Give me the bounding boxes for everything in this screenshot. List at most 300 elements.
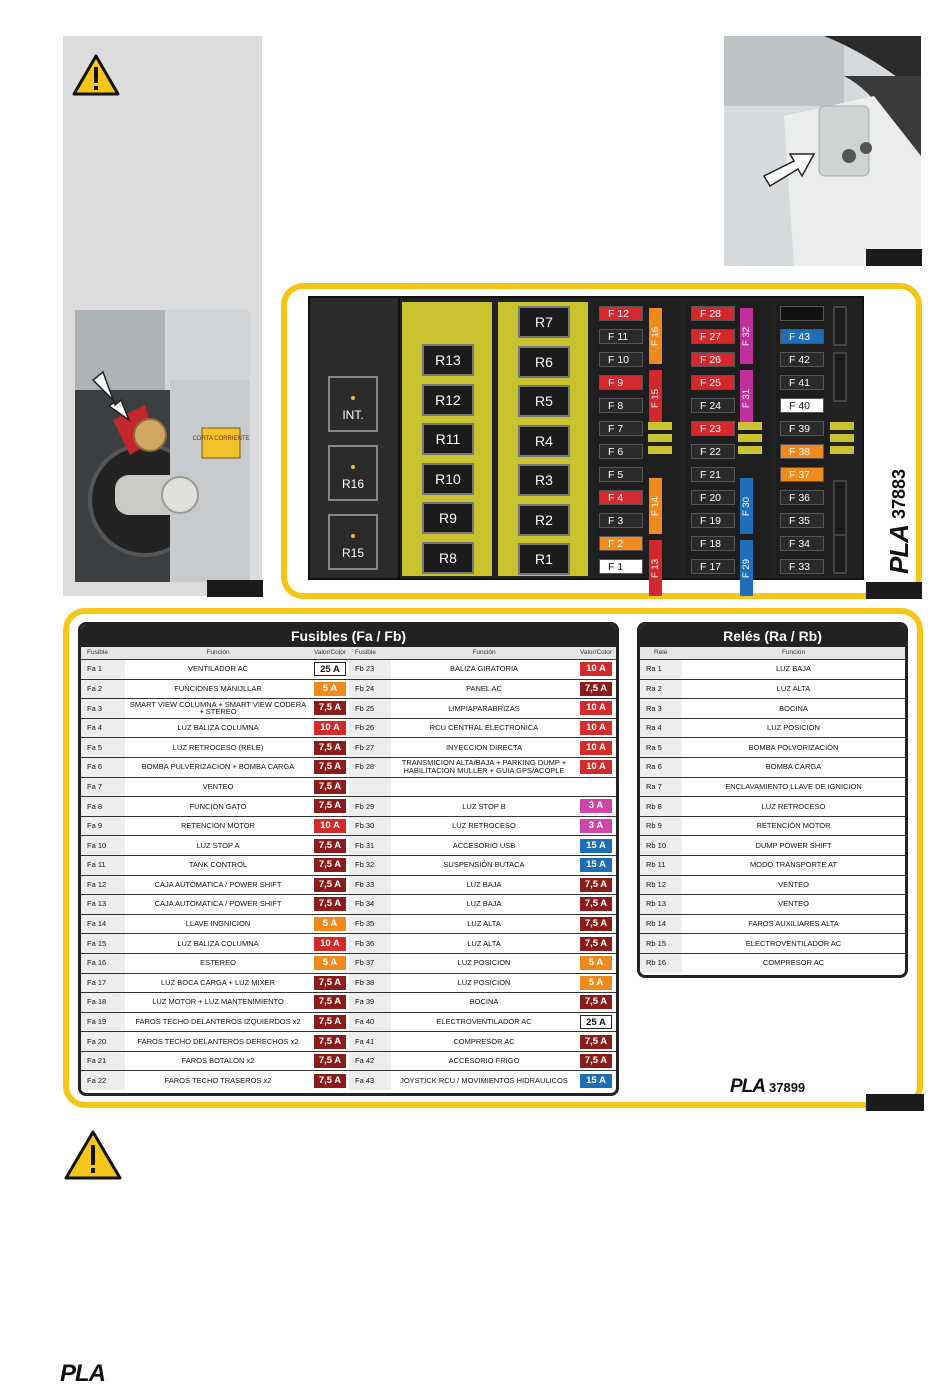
value-badge: 5 A: [314, 917, 346, 931]
fuse-id: Fa 21: [81, 1052, 125, 1071]
fuse-value: [311, 680, 349, 699]
fuse-function: SMART VIEW COLUMNA + SMART VIEW CODERA + STEREO: [129, 699, 307, 717]
fuse-slot: [830, 422, 854, 430]
table-row: [81, 933, 616, 953]
relay-r16: R16: [328, 445, 378, 501]
value-badge: 7,5 A: [314, 1074, 346, 1088]
value-badge: 10 A: [580, 662, 612, 676]
fuse-id: Fb 27: [349, 738, 391, 757]
fuse-function: LUZ BALIZA COLUMNA: [177, 723, 259, 733]
table-row: [81, 992, 616, 1012]
value-badge: 7,5 A: [580, 682, 612, 696]
relay-function: MODO TRANSPORTE AT: [749, 860, 838, 870]
caption-bar: [866, 1094, 924, 1111]
relay-r1: R1: [518, 543, 570, 575]
relay-id: Ra 6: [640, 758, 682, 777]
value-badge: 7,5 A: [314, 1035, 346, 1049]
value-badge: 7,5 A: [580, 995, 612, 1009]
part-number: 37883: [888, 468, 909, 519]
fuse-id: Fa 10: [81, 836, 125, 855]
table-row: [640, 816, 905, 836]
table-row: [81, 737, 616, 757]
fuse-value: [577, 699, 615, 718]
table-row: [640, 777, 905, 797]
table-row: [640, 679, 905, 699]
fuse-slot: [648, 434, 672, 442]
fuse-f23: F 23: [691, 421, 735, 436]
value-badge: 5 A: [314, 682, 346, 696]
fuse-value: [311, 895, 349, 914]
fuse-function: LUZ BALIZA COLUMNA: [177, 938, 259, 948]
fuse-f8: F 8: [599, 398, 643, 413]
table-row: [81, 953, 616, 973]
relay-id: Ra 5: [640, 738, 682, 757]
value-badge: 7,5 A: [314, 780, 346, 794]
table-row: [81, 757, 616, 777]
fuse-f7: F 7: [599, 421, 643, 436]
value-badge: 3 A: [580, 819, 612, 833]
value-badge: 5 A: [314, 956, 346, 970]
fuse-id: Fa 9: [81, 817, 125, 836]
fuse-value: [577, 660, 615, 679]
fuse-slot: [833, 480, 847, 540]
table-row: [640, 894, 905, 914]
fuse-value: [577, 738, 615, 757]
table-row: [81, 894, 616, 914]
fuse-function: FUNCION GATO: [189, 801, 247, 811]
fuse-slot: [738, 422, 762, 430]
fuse-id: Fb 38: [349, 974, 391, 993]
fuse-id: Fa 39: [349, 993, 391, 1012]
value-badge: 7,5 A: [580, 897, 612, 911]
col-funcion: Función: [781, 649, 806, 656]
fuse-f12: F 12: [599, 306, 643, 321]
part-number: 37899: [769, 1079, 806, 1095]
fuse-function: INYECCION DIRECTA: [445, 742, 523, 752]
fuse-slot: [738, 446, 762, 454]
fuse-id: Fa 40: [349, 1013, 391, 1032]
table-row: [81, 875, 616, 895]
value-badge: 10 A: [580, 701, 612, 715]
fuse-function: RETENCION MOTOR: [180, 821, 256, 831]
fuse-value: [311, 797, 349, 816]
table-row: [81, 855, 616, 875]
table-row: [81, 777, 616, 797]
fuse-f29: [740, 540, 753, 596]
fuse-function: LUZ BOCA CARGA + LUZ MIXER: [161, 977, 275, 987]
fuse-function: FAROS BOTALON x2: [181, 1056, 255, 1066]
fuse-value: [577, 1032, 615, 1051]
table-row: [81, 816, 616, 836]
relay-r2: R2: [518, 504, 570, 536]
fuse-label: F 30: [741, 496, 753, 516]
fuse-function: BOCINA: [469, 997, 499, 1007]
table-row: [81, 1051, 616, 1071]
relay-function: DUMP POWER SHIFT: [755, 840, 832, 850]
fuse-f18: F 18: [691, 536, 735, 551]
fuse-value: [311, 1013, 349, 1032]
relay-r10: R10: [422, 463, 474, 495]
relay-id: Rb 8: [640, 797, 682, 816]
fuse-function: FAROS TECHO TRASEROS x2: [164, 1075, 272, 1085]
fuse-f15: [649, 370, 662, 426]
fuse-value: [577, 993, 615, 1012]
fuse-f42: F 42: [780, 352, 824, 367]
value-badge: 7,5 A: [314, 799, 346, 813]
fuse-value: [311, 719, 349, 738]
relay-id: Rb 14: [640, 915, 682, 934]
fuse-function: CAJA AUTOMATICA / POWER SHIFT: [154, 899, 282, 909]
fuse-value: [577, 1052, 615, 1071]
fuse-function: LUZ ALTA: [467, 919, 501, 929]
fuse-value: [311, 1071, 349, 1090]
fuse-value: [311, 778, 349, 797]
fuse-id: Fa 18: [81, 993, 125, 1012]
relay-function: ELECTROVENTILADOR AC: [745, 938, 842, 948]
fuse-value: [311, 934, 349, 953]
value-badge: 5 A: [580, 976, 612, 990]
value-badge: 3 A: [580, 799, 612, 813]
caption-bar: [866, 582, 922, 599]
fuse-f2: F 2: [599, 536, 643, 551]
battery-cutoff-photo: [75, 310, 250, 582]
fuse-id: Fa 19: [81, 1013, 125, 1032]
fuse-value: [577, 797, 615, 816]
value-badge: 10 A: [314, 721, 346, 735]
table-row: [640, 855, 905, 875]
table-row: [640, 914, 905, 934]
fuse-value: [577, 719, 615, 738]
fuse-value: [577, 758, 615, 777]
relay-function: VENTEO: [778, 899, 809, 909]
fuse-value: [577, 856, 615, 875]
fuse-f31: [740, 370, 753, 426]
relay-function: RETENCIÓN MOTOR: [756, 821, 831, 831]
value-badge: 15 A: [580, 839, 612, 853]
fuse-function: ELECTROVENTILADOR AC: [436, 1017, 532, 1027]
relay-function: LUZ ALTA: [776, 683, 811, 693]
fuse-f4: F 4: [599, 490, 643, 505]
fuse-function: LUZ RETROCESO (RELE): [172, 742, 264, 752]
fuse-f10: F 10: [599, 352, 643, 367]
fuse-f19: F 19: [691, 513, 735, 528]
fuse-id: Fb 25: [349, 699, 391, 718]
value-badge: 7,5 A: [314, 858, 346, 872]
fuse-function: FAROS TECHO DELANTEROS DERECHOS x2: [137, 1036, 299, 1046]
fusibles-header-row: [81, 647, 616, 659]
fuse-value: [311, 1032, 349, 1051]
value-badge: 7,5 A: [314, 878, 346, 892]
fuse-f17: F 17: [691, 559, 735, 574]
fuse-function: ESTEREO: [200, 958, 236, 968]
fuse-label: F 14: [650, 496, 662, 516]
brand-logo: PLA: [730, 1076, 765, 1097]
fuse-id: Fa 3: [81, 699, 125, 718]
table-row: [640, 737, 905, 757]
fuse-value: [311, 1052, 349, 1071]
fuse-id: Fa 13: [81, 895, 125, 914]
value-badge: 10 A: [314, 819, 346, 833]
fuse-id: Fa 4: [81, 719, 125, 738]
fuse-function: LLAVE INGNICION: [185, 919, 251, 929]
relay-id: Ra 7: [640, 778, 682, 797]
col-funcion: Función: [206, 649, 230, 656]
col-valor: Valor/Color: [579, 649, 613, 656]
fuse-id: Fa 43: [349, 1071, 391, 1090]
relay-r11: R11: [422, 423, 474, 455]
table-row: [640, 875, 905, 895]
fuse-f28: F 28: [691, 306, 735, 321]
fuse-id: Fa 42: [349, 1052, 391, 1071]
fuse-label: F 15: [650, 388, 662, 408]
fuse-id: Fa 1: [81, 660, 125, 679]
fuse-f27: F 27: [691, 329, 735, 344]
value-badge: 25 A: [314, 662, 346, 676]
table-row: [640, 698, 905, 718]
fuse-f33: F 33: [780, 559, 824, 574]
fuse-value: [311, 876, 349, 895]
fuse-function: VENTEO: [202, 781, 234, 791]
relay-r6: R6: [518, 346, 570, 378]
col-fusible: Fusible: [355, 649, 376, 656]
fuse-function: VENTILADOR AC: [187, 664, 248, 674]
fuse-value: [311, 817, 349, 836]
fuse-f3: F 3: [599, 513, 643, 528]
fuse-id: [349, 778, 391, 797]
fuse-function: LUZ POSICION: [457, 977, 511, 987]
relay-r9: R9: [422, 502, 474, 534]
table-row: [640, 757, 905, 777]
value-badge: 7,5 A: [580, 1035, 612, 1049]
fuse-id: Fb 24: [349, 680, 391, 699]
fuse-value: [577, 934, 615, 953]
table-row: [81, 718, 616, 738]
fuse-f1: F 1: [599, 559, 643, 574]
relay-function: LUZ BAJA: [775, 664, 811, 674]
relay-r12: R12: [422, 384, 474, 416]
value-badge: 25 A: [580, 1015, 612, 1029]
fuse-slot: [830, 446, 854, 454]
fuse-function: LUZ MOTOR + LUZ MANTENIMIENTO: [152, 997, 284, 1007]
relay-function: LUZ POSICION: [767, 723, 820, 733]
fuse-f11: F 11: [599, 329, 643, 344]
table-row: [81, 835, 616, 855]
relay-r5: R5: [518, 385, 570, 417]
relay-id: Ra 2: [640, 680, 682, 699]
table-row: [81, 796, 616, 816]
value-badge: 5 A: [580, 956, 612, 970]
relay-id: Ra 3: [640, 699, 682, 718]
fuse-id: Fa 8: [81, 797, 125, 816]
fuse-function: FUNCIONES MANIJLLAR: [174, 683, 262, 693]
fuse-id: Fb 29: [349, 797, 391, 816]
fuse-label: F 31: [741, 388, 753, 408]
value-badge: 7,5 A: [580, 937, 612, 951]
relay-r13: R13: [422, 344, 474, 376]
table-row: [640, 953, 905, 973]
fuse-id: Fa 20: [81, 1032, 125, 1051]
fuse-function: LUZ BAJA: [466, 879, 502, 889]
fuse-function: LUZ STOP A: [196, 840, 240, 850]
value-badge: 7,5 A: [314, 741, 346, 755]
caption-bar: [866, 249, 922, 266]
fuse-id: Fb 32: [349, 856, 391, 875]
value-badge: 10 A: [580, 741, 612, 755]
value-badge: 7,5 A: [314, 701, 346, 715]
fuse-value: [311, 974, 349, 993]
fuse-f43: F 43: [780, 329, 824, 344]
fuse-slot: [648, 422, 672, 430]
reles-table: [637, 622, 908, 978]
fuse-value: [577, 974, 615, 993]
relay-id: Rb 9: [640, 817, 682, 836]
fuse-f41: F 41: [780, 375, 824, 390]
value-badge: 10 A: [580, 760, 612, 774]
fuse-f24: F 24: [691, 398, 735, 413]
relay-r4: R4: [518, 425, 570, 457]
fuse-f34: F 34: [780, 536, 824, 551]
relay-function: FAROS AUXILIARES ALTA: [748, 919, 839, 929]
relay-function: COMPRESOR AC: [762, 958, 825, 968]
fuse-id: Fa 14: [81, 915, 125, 934]
relay-function: ENCLAVAMIENTO LLAVE DE IGNICION: [725, 781, 862, 791]
fuse-f32: [740, 308, 753, 364]
relay-r15: R15: [328, 514, 378, 570]
table-row: [81, 1031, 616, 1051]
value-badge: 7,5 A: [580, 1054, 612, 1068]
fuse-label: F 29: [741, 558, 753, 578]
col-valor: Valor/Color: [313, 649, 347, 656]
fuse-function: LUZ RETROCESO: [452, 821, 516, 831]
fuse-id: Fb 34: [349, 895, 391, 914]
fuse-f36: F 36: [780, 490, 824, 505]
fuse-id: Fa 5: [81, 738, 125, 757]
fuse-value: [311, 954, 349, 973]
fuse-function: LUZ ALTA: [467, 938, 501, 948]
fuse-f22: F 22: [691, 444, 735, 459]
table-row: [81, 679, 616, 699]
fuse-value: [577, 915, 615, 934]
fuse-function: BOMBA PULVERIZACION + BOMBA CARGA: [141, 762, 295, 772]
fuse-label: F 13: [650, 558, 662, 578]
caption-bar: [207, 580, 263, 597]
fuse-function: [391, 778, 577, 797]
tables-label: [730, 1078, 830, 1096]
fuse-function: LUZ STOP B: [462, 801, 506, 811]
relay-function: BOMBA POLVORIZACIÓN: [748, 742, 839, 752]
fuse-slot: [833, 306, 847, 346]
fuse-function: COMPRESOR AC: [453, 1036, 515, 1046]
fuse-label: F 16: [650, 326, 662, 346]
fuse-f37: F 37: [780, 467, 824, 482]
fuse-id: Fa 11: [81, 856, 125, 875]
fuse-value: [311, 836, 349, 855]
relay-r7: R7: [518, 306, 570, 338]
fuse-f5: F 5: [599, 467, 643, 482]
relay-id: Ra 4: [640, 719, 682, 738]
value-badge: 7,5 A: [314, 1054, 346, 1068]
reles-title: Relés (Ra / Rb): [640, 625, 905, 647]
fuse-id: Fb 36: [349, 934, 391, 953]
fuse-id: Fa 16: [81, 954, 125, 973]
fusibles-title: Fusibles (Fa / Fb): [81, 625, 616, 647]
fuse-value: [577, 876, 615, 895]
warning-icon: [72, 54, 120, 96]
fuse-f16: [649, 308, 662, 364]
fuse-value: [311, 758, 349, 777]
fuse-id: Fb 23: [349, 660, 391, 679]
relay-int: INT.: [328, 376, 378, 432]
fuse-value: [577, 817, 615, 836]
relay-function: VENTEO: [778, 879, 809, 889]
value-badge: 15 A: [580, 858, 612, 872]
reles-header-row: [640, 647, 905, 659]
relay-id: Rb 15: [640, 934, 682, 953]
fuse-function: PANEL AC: [466, 683, 502, 693]
fuse-f38: F 38: [780, 444, 824, 459]
relay-id: Rb 10: [640, 836, 682, 855]
fuse-f14: [649, 478, 662, 534]
fuse-box-diagram: [308, 296, 864, 580]
fuse-function: CAJA AUTOMATICA / POWER SHIFT: [154, 879, 282, 889]
fuse-value: [577, 895, 615, 914]
fuse-slot: [738, 434, 762, 442]
fuse-slot: [833, 352, 847, 402]
fuse-f30: [740, 478, 753, 534]
fuse-function: TRANSMICION ALTA/BAJA + PARKING DUMP + HABILITACION MULLER + GUIA GPS/ACOPLE: [401, 758, 567, 776]
fusebox-label: [878, 446, 920, 574]
table-row: [640, 835, 905, 855]
table-row: [640, 659, 905, 679]
relay-r8: R8: [422, 542, 474, 574]
relay-id: Rb 12: [640, 876, 682, 895]
fuse-value: [311, 738, 349, 757]
relay-id: Rb 13: [640, 895, 682, 914]
fuse-function: JOYSTICK RCU / MOVIMIENTOS HIDRAULICOS: [400, 1075, 568, 1085]
value-badge: 7,5 A: [314, 995, 346, 1009]
table-row: [81, 1012, 616, 1032]
fuse-function: LUZ POSICION: [457, 958, 511, 968]
fuse-value: [577, 778, 615, 797]
fuse-id: Fa 41: [349, 1032, 391, 1051]
table-row: [640, 933, 905, 953]
fuse-id: Fb 31: [349, 836, 391, 855]
value-badge: 7,5 A: [314, 897, 346, 911]
fuse-function: FAROS TECHO DELANTEROS IZQUIERDOS x2: [135, 1017, 301, 1027]
fuse-value: [577, 836, 615, 855]
fuse-function: LIMPIAPARABRIZAS: [448, 703, 520, 713]
col-fusible: Fusible: [87, 649, 108, 656]
fuse-value: [577, 680, 615, 699]
col-rele: Relé: [654, 649, 668, 656]
fuse-function: ACCESORIO USB: [452, 840, 516, 850]
fuse-function: SUSPENSIÓN BUTACA: [443, 860, 525, 870]
value-badge: 10 A: [580, 721, 612, 735]
table-row: [81, 698, 616, 718]
corta-corriente-sign: CORTA CORRIENTE: [192, 436, 250, 442]
relay-function: BOMBA CARGA: [765, 762, 822, 772]
relay-id: Rb 16: [640, 954, 682, 973]
value-badge: 7,5 A: [314, 760, 346, 774]
fuse-function: RCU CENTRAL ELECTRONICA: [429, 723, 539, 733]
fuse-value: [311, 699, 349, 718]
fusibles-table: [78, 622, 619, 1096]
value-badge: 7,5 A: [314, 1015, 346, 1029]
fuse-id: Fa 22: [81, 1071, 125, 1090]
fuse-value: [577, 1013, 615, 1032]
fuse-id: Fb 26: [349, 719, 391, 738]
fuse-f13: [649, 540, 662, 596]
